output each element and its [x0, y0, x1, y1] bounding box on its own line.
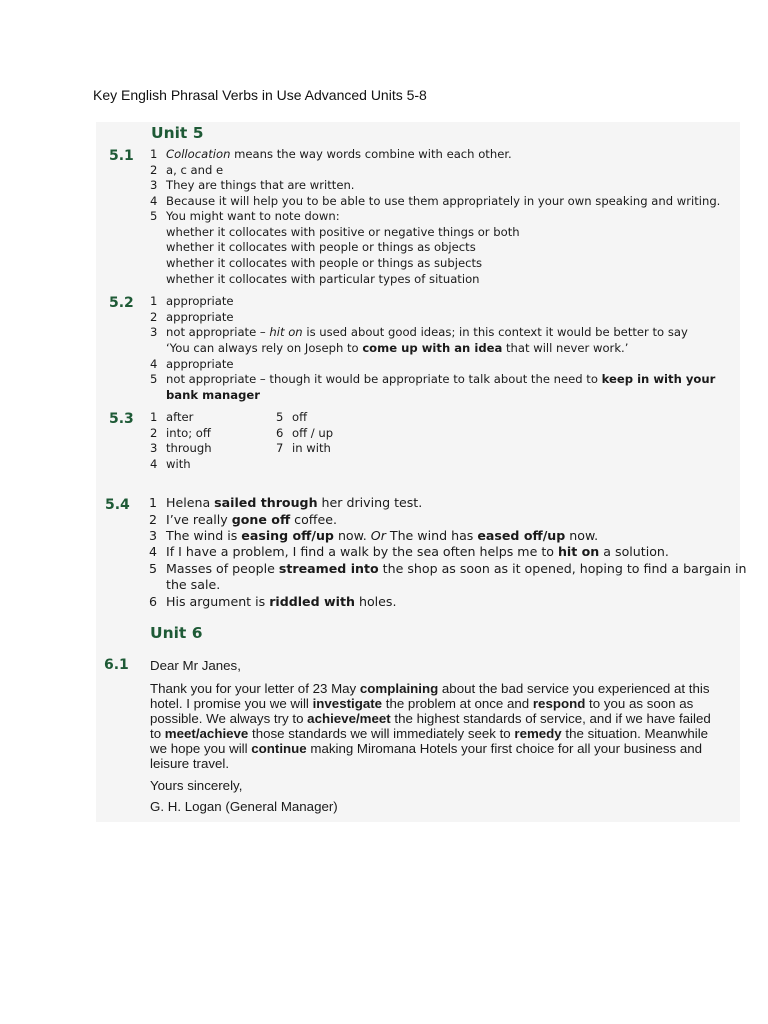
- exercise-5-2-number: 5.2: [109, 295, 134, 311]
- letter-line: leisure travel.: [150, 756, 230, 771]
- ex-5-1-subitem: whether it collocates with people or things as subjects: [166, 256, 483, 270]
- ex-5-4-item-2: 2 I’ve really gone off coffee.: [149, 512, 337, 527]
- letter-greeting: Dear Mr Janes,: [150, 658, 241, 673]
- exercise-5-4-number: 5.4: [105, 497, 130, 513]
- ex-5-4-item-4: 4 If I have a problem, I find a walk by the sea often helps me to hit on a solution.: [149, 544, 669, 559]
- letter-closing: Yours sincerely,: [150, 778, 243, 793]
- ex-5-2-item-5-cont: bank manager: [166, 388, 260, 402]
- ex-5-1-item-2: 2 a, c and e: [150, 163, 224, 177]
- ex-5-3-item-5: 5 off: [276, 410, 308, 424]
- ex-5-4-item-3: 3 The wind is easing off/up now. Or The wind has eased off/up now.: [149, 528, 599, 543]
- ex-5-2-item-3-cont: ‘You can always rely on Joseph to come up with an idea that will never work.’: [166, 341, 629, 355]
- ex-5-2-item-1: 1 appropriate: [150, 294, 234, 308]
- ex-5-4-item-5-cont: the sale.: [166, 577, 221, 592]
- ex-5-1-item-1: 1 Collocation means the way words combine with each other.: [150, 147, 512, 161]
- exercise-5-1-number: 5.1: [109, 148, 134, 164]
- document-header: Key English Phrasal Verbs in Use Advanced Units 5-8: [93, 87, 427, 103]
- letter-line: Thank you for your letter of 23 May complaining about the bad service you experienced at this: [150, 681, 710, 696]
- ex-5-1-item-5: 5 You might want to note down:: [150, 209, 340, 223]
- ex-5-1-item-3: 3 They are things that are written.: [150, 178, 355, 192]
- ex-5-3-item-4: 4 with: [150, 457, 191, 471]
- unit-6-heading: Unit 6: [150, 624, 203, 642]
- ex-5-1-subitem: whether it collocates with particular types of situation: [166, 272, 480, 286]
- ex-5-4-item-5: 5 Masses of people streamed into the shop as soon as it opened, hoping to find a bargain in: [149, 561, 747, 576]
- letter-line: hotel. I promise you we will investigate the problem at once and respond to you as soon as: [150, 696, 694, 711]
- ex-5-3-item-7: 7 in with: [276, 441, 331, 455]
- ex-5-2-item-5: 5 not appropriate – though it would be appropriate to talk about the need to keep in with your: [150, 372, 716, 386]
- ex-5-4-item-6: 6 His argument is riddled with holes.: [149, 594, 397, 609]
- unit-5-heading: Unit 5: [151, 124, 204, 142]
- ex-5-2-item-2: 2 appropriate: [150, 310, 234, 324]
- letter-line: to meet/achieve those standards we will immediately seek to remedy the situation. Meanwhile: [150, 726, 709, 741]
- ex-5-2-item-4: 4 appropriate: [150, 357, 234, 371]
- exercise-5-3-number: 5.3: [109, 411, 134, 427]
- letter-line: possible. We always try to achieve/meet the highest standards of service, and if we have failed: [150, 711, 711, 726]
- ex-5-1-subitem: whether it collocates with positive or negative things or both: [166, 225, 520, 239]
- exercise-6-1-number: 6.1: [104, 657, 129, 673]
- ex-5-3-item-1: 1 after: [150, 410, 194, 424]
- ex-5-1-subitem: whether it collocates with people or things as objects: [166, 240, 476, 254]
- letter-signature: G. H. Logan (General Manager): [150, 799, 338, 814]
- ex-5-4-item-1: 1 Helena sailed through her driving test.: [149, 495, 423, 510]
- ex-5-3-item-2: 2 into; off: [150, 426, 211, 440]
- letter-line: we hope you will continue making Miromana Hotels your first choice for all your business and: [150, 741, 703, 756]
- ex-5-3-item-3: 3 through: [150, 441, 212, 455]
- ex-5-3-item-6: 6 off / up: [276, 426, 334, 440]
- ex-5-2-item-3: 3 not appropriate – hit on is used about good ideas; in this context it would be better to say: [150, 325, 688, 339]
- ex-5-1-item-4: 4 Because it will help you to be able to use them appropriately in your own speaking and writing.: [150, 194, 721, 208]
